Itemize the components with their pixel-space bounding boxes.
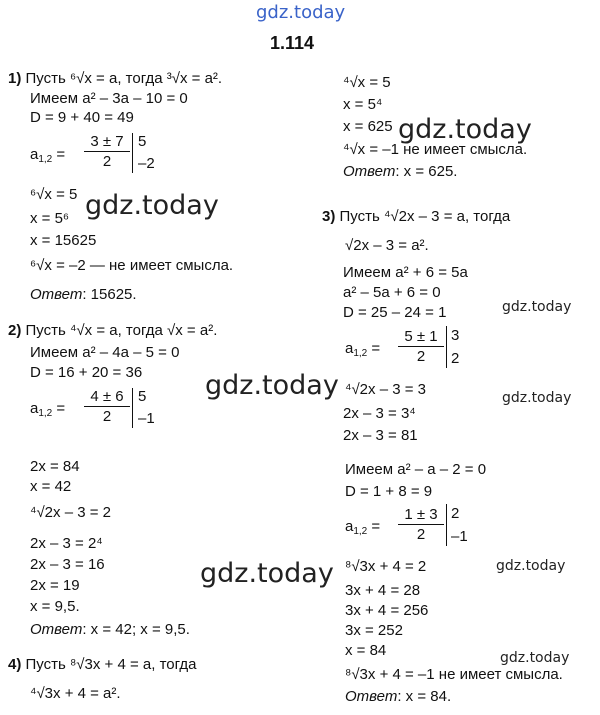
fraction (398, 506, 444, 543)
part-number: 1) (8, 70, 22, 87)
text-line: Пусть ⁴√2x – 3 = a, тогда (339, 208, 511, 225)
fraction-bar (84, 151, 130, 152)
text-line: x = 5⁴ (343, 96, 383, 113)
part-1 (8, 70, 222, 88)
watermark-small: gdz.today (496, 558, 566, 574)
text-line: Пусть ⁸√3x + 4 = a, тогда (25, 656, 197, 673)
watermark: gdz.today (200, 558, 334, 589)
subscript: 1,2 (38, 408, 53, 419)
answer-label: Ответ (343, 163, 396, 180)
root-value: –1 (451, 528, 468, 545)
subscript: 1,2 (38, 154, 53, 165)
answer-value: : 15625. (82, 286, 137, 303)
root-value: –2 (138, 155, 155, 172)
text-line: D = 25 – 24 = 1 (343, 304, 447, 321)
text-line: x = 15625 (30, 232, 97, 249)
denominator: 2 (102, 153, 112, 170)
text-line: Имеем a² + 6 = 5a (343, 264, 468, 281)
text-line: Имеем a² – a – 2 = 0 (345, 461, 487, 478)
text-line: ⁴√2x – 3 = 3 (345, 381, 426, 398)
text-line: 3x + 4 = 28 (345, 582, 421, 599)
numerator: 1 ± 3 (404, 506, 438, 523)
watermark: gdz.today (85, 190, 219, 221)
text-line: 2x – 3 = 3⁴ (343, 405, 416, 422)
watermark-small: gdz.today (502, 390, 572, 406)
answer-value: : x = 84. (397, 688, 452, 705)
text-line: ⁸√3x + 4 = –1 не имеет смысла. (345, 666, 563, 683)
part-number: 4) (8, 656, 22, 673)
numerator: 4 ± 6 (90, 388, 124, 405)
root-bracket (132, 133, 133, 173)
denominator: 2 (102, 408, 112, 425)
root-value: 3 (451, 327, 460, 344)
text-line: 2x = 84 (30, 458, 80, 475)
text-line: x = 9,5. (30, 598, 80, 615)
watermark-small: gdz.today (502, 299, 572, 315)
fraction (84, 133, 130, 170)
text-line: ⁶√x = 5 (30, 186, 78, 203)
equals: = (371, 518, 381, 535)
fraction-bar (398, 524, 444, 525)
equals: = (56, 400, 66, 417)
part-number: 3) (322, 208, 336, 225)
fraction (84, 388, 130, 425)
var-a: a (30, 400, 39, 417)
numerator: 3 ± 7 (90, 133, 124, 150)
text-line: 2x – 3 = 81 (343, 427, 418, 444)
answer-label: Ответ (30, 621, 83, 638)
text-line: a² – 5a + 6 = 0 (343, 284, 441, 301)
root-value: –1 (138, 410, 155, 427)
roots-label (30, 400, 65, 423)
watermark: gdz.today (398, 114, 532, 145)
answer (343, 163, 457, 181)
answer (30, 621, 190, 639)
var-a: a (345, 340, 354, 357)
root-bracket (446, 326, 447, 368)
root-bracket (446, 504, 447, 546)
text-line: x = 42 (30, 478, 72, 495)
part-number: 2) (8, 322, 22, 339)
root-value: 2 (451, 350, 460, 367)
answer-value: : x = 625. (395, 163, 458, 180)
answer (345, 688, 451, 706)
fraction (398, 328, 444, 365)
text-line: 3x + 4 = 256 (345, 602, 429, 619)
part-4 (8, 656, 197, 674)
numerator: 5 ± 1 (404, 328, 438, 345)
text-line: ⁸√3x + 4 = 2 (345, 558, 427, 575)
text-line: √2x – 3 = a². (345, 237, 429, 254)
subscript: 1,2 (353, 526, 368, 537)
text-line: D = 1 + 8 = 9 (345, 483, 433, 500)
denominator: 2 (416, 526, 426, 543)
watermark-small: gdz.today (500, 650, 570, 666)
equals: = (371, 340, 381, 357)
root-bracket (132, 388, 133, 428)
root-value: 5 (138, 133, 147, 150)
text-line: ⁶√x = –2 — не имеет смысла. (30, 257, 234, 274)
root-value: 2 (451, 505, 460, 522)
answer-value: : x = 42; x = 9,5. (82, 621, 190, 638)
text-line: Имеем a² – 3a – 10 = 0 (30, 90, 188, 107)
text-line: x = 5⁶ (30, 210, 70, 227)
answer-label: Ответ (345, 688, 398, 705)
watermark-top: gdz.today (256, 2, 346, 23)
text-line: x = 84 (345, 642, 387, 659)
roots-label (30, 146, 65, 169)
roots-label (345, 340, 380, 363)
denominator: 2 (416, 348, 426, 365)
text-line: Пусть ⁴√x = a, тогда √x = a². (25, 322, 218, 339)
text-line: Пусть ⁶√x = a, тогда ³√x = a². (25, 70, 223, 87)
text-line: ⁴√2x – 3 = 2 (30, 504, 111, 521)
root-value: 5 (138, 388, 147, 405)
text-line: ⁴√3x + 4 = a². (30, 685, 121, 702)
watermark: gdz.today (205, 370, 339, 401)
part-3 (322, 208, 510, 226)
subscript: 1,2 (353, 348, 368, 359)
text-line: x = 625 (343, 118, 393, 135)
part-2 (8, 322, 217, 340)
var-a: a (30, 146, 39, 163)
text-line: 2x – 3 = 2⁴ (30, 535, 103, 552)
text-line: Имеем a² – 4a – 5 = 0 (30, 344, 180, 361)
text-line: D = 9 + 40 = 49 (30, 109, 134, 126)
text-line: 3x = 252 (345, 622, 403, 639)
fraction-bar (398, 346, 444, 347)
roots-label (345, 518, 380, 541)
text-line: ⁴√x = –1 не имеет смысла. (343, 141, 528, 158)
text-line: D = 16 + 20 = 36 (30, 364, 143, 381)
answer-label: Ответ (30, 286, 83, 303)
text-line: ⁴√x = 5 (343, 74, 391, 91)
problem-number: 1.114 (270, 33, 315, 53)
fraction-bar (84, 406, 130, 407)
text-line: 2x – 3 = 16 (30, 556, 105, 573)
answer (30, 286, 137, 304)
text-line: 2x = 19 (30, 577, 80, 594)
var-a: a (345, 518, 354, 535)
equals: = (56, 146, 66, 163)
